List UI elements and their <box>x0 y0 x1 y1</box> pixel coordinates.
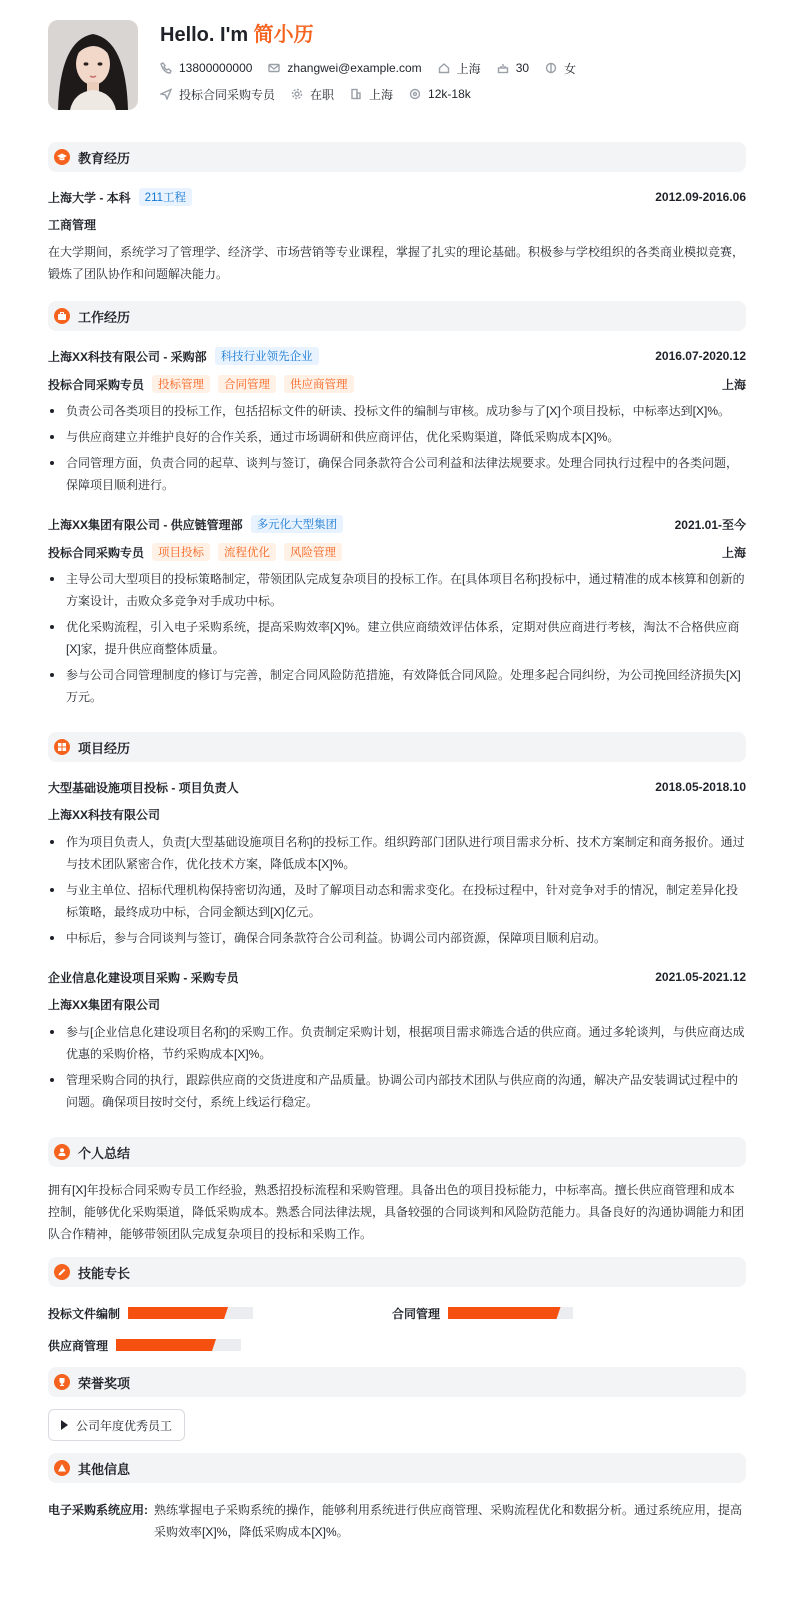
status-item <box>291 86 334 103</box>
project-row <box>48 967 746 987</box>
work-bullets <box>48 400 746 496</box>
building-icon <box>350 88 362 100</box>
salary-text: 12k-18k <box>428 87 471 101</box>
project-company: 上海XX科技有限公司 <box>48 808 161 822</box>
skill-bar <box>116 1339 241 1351</box>
list-item: 参与[企业信息化建设项目名称]的采购工作。负责制定采购计划，根据项目需求筛选合适的供应商。通过多轮谈判，与供应商达成优惠的采购价格，节约采购成本[X]%。 <box>48 1021 746 1065</box>
section-header-other <box>48 1453 746 1483</box>
project-entry <box>48 967 746 1113</box>
work-role-row <box>48 542 746 562</box>
work-role-row <box>48 374 746 394</box>
major: 工商管理 <box>48 218 97 232</box>
skill-tag: 供应商管理 <box>284 375 354 393</box>
send-icon <box>160 88 172 100</box>
education-entry <box>48 184 746 285</box>
list-item: 作为项目负责人，负责[大型基础设施项目名称]的投标工作。组织跨部门团队进行项目需求分析、技术方案制定和商务报价。通过与技术团队紧密合作，优化技术方案，降低成本[X]%。 <box>48 831 746 875</box>
list-item: 参与公司合同管理制度的修订与完善，制定合同风险防范措施，有效降低合同风险。处理多起合同纠纷，为公司挽回经济损失[X]万元。 <box>48 664 746 708</box>
skill-bar <box>128 1307 253 1319</box>
work-bullets <box>48 568 746 708</box>
section-header-work <box>48 301 746 331</box>
section-title: 工作经历 <box>78 309 131 325</box>
list-item: 与供应商建立并维护良好的合作关系，通过市场调研和供应商评估，优化采购渠道，降低采购成本[X]%。 <box>48 426 746 448</box>
header-info <box>160 20 592 116</box>
avatar <box>48 20 138 110</box>
section-title: 教育经历 <box>78 150 131 166</box>
school-name: 上海大学 - 本科 <box>48 190 131 205</box>
greeting-title <box>160 22 592 48</box>
target-city-item <box>350 86 393 103</box>
skill-tag: 流程优化 <box>218 543 276 561</box>
school-tag: 211工程 <box>139 188 192 206</box>
project-bullets <box>48 831 746 949</box>
play-icon <box>61 1420 68 1430</box>
education-row <box>48 187 746 207</box>
honor-label: 公司年度优秀员工 <box>76 1418 173 1433</box>
work-entry <box>48 343 746 496</box>
list-item: 主导公司大型项目的投标策略制定，带领团队完成复杂项目的投标工作。在[具体项目名称]投标中，通过精准的成本核算和创新的方案设计，击败众多竞争对手成功中标。 <box>48 568 746 612</box>
skill-item <box>392 1303 736 1323</box>
skill-fill <box>116 1339 216 1351</box>
briefcase-icon <box>54 308 70 324</box>
position-item <box>160 86 275 103</box>
resume-header <box>48 20 746 116</box>
role-name: 投标合同采购专员 <box>48 377 145 392</box>
section-header-skills <box>48 1257 746 1287</box>
home-icon <box>438 62 450 74</box>
phone-text: 13800000000 <box>179 61 253 75</box>
gender-text: 女 <box>564 61 577 76</box>
phone-icon <box>160 62 172 74</box>
section-title: 荣誉奖项 <box>78 1375 131 1391</box>
education-description: 在大学期间，系统学习了管理学、经济学、市场营销等专业课程，掌握了扎实的理论基础。积极参与学校组织的各类商业模拟竞赛，锻炼了团队协作和问题解决能力。 <box>48 245 745 281</box>
city-item <box>438 60 481 77</box>
section-title: 技能专长 <box>78 1265 131 1281</box>
honors-list <box>48 1409 746 1441</box>
age-text: 30 <box>515 61 530 75</box>
graduation-cap-icon <box>54 149 70 165</box>
job-intent-row <box>160 84 592 104</box>
list-item: 合同管理方面，负责合同的起草、谈判与签订，确保合同条款符合公司利益和法律法规要求。处理合同执行过程中的各类问题，保障项目顺利进行。 <box>48 452 746 496</box>
target-city-text: 上海 <box>369 87 394 102</box>
grid-icon <box>54 739 70 755</box>
other-info-label: 电子采购系统应用: <box>48 1503 148 1517</box>
company-tag: 科技行业领先企业 <box>215 347 319 365</box>
education-period: 2012.09-2016.06 <box>655 190 746 204</box>
skill-label: 合同管理 <box>392 1306 441 1321</box>
skill-label: 投标文件编制 <box>48 1306 121 1321</box>
work-location: 上海 <box>721 377 746 392</box>
status-text: 在职 <box>310 87 335 102</box>
project-entry <box>48 774 746 949</box>
company-name: 上海XX科技有限公司 - 采购部 <box>48 349 207 364</box>
skill-tag: 风险管理 <box>284 543 342 561</box>
list-item: 中标后，参与合同谈判与签订，确保合同条款符合公司利益。协调公司内部资源，保障项目顺利启动。 <box>48 927 746 949</box>
section-title: 个人总结 <box>78 1145 131 1161</box>
work-location: 上海 <box>721 545 746 560</box>
section-header-education <box>48 142 746 172</box>
city-text: 上海 <box>456 61 481 76</box>
skill-tag: 投标管理 <box>152 375 210 393</box>
honor-badge <box>48 1409 185 1441</box>
work-company-row <box>48 514 746 534</box>
trophy-icon <box>54 1374 70 1390</box>
candidate-name: 简小历 <box>253 24 314 46</box>
skill-label: 供应商管理 <box>48 1338 109 1353</box>
section-title: 其他信息 <box>78 1461 131 1477</box>
list-item: 与业主单位、招标代理机构保持密切沟通，及时了解项目动态和需求变化。在投标过程中，针对竞争对手的情况，制定差异化投标策略，最终成功中标，合同金额达到[X]亿元。 <box>48 879 746 923</box>
company-name: 上海XX集团有限公司 - 供应链管理部 <box>48 517 243 532</box>
work-period: 2021.01-至今 <box>674 517 746 532</box>
skill-tag: 项目投标 <box>152 543 210 561</box>
skill-fill <box>128 1307 228 1319</box>
work-entry <box>48 514 746 708</box>
role-name: 投标合同采购专员 <box>48 545 145 560</box>
list-item: 优化采购流程，引入电子采购系统，提高采购效率[X]%。建立供应商绩效评估体系，定期对供应商进行考核，淘汰不合格供应商[X]家，提升供应商整体质量。 <box>48 616 746 660</box>
info-icon <box>54 1460 70 1476</box>
company-tag: 多元化大型集团 <box>251 515 344 533</box>
skill-tag: 合同管理 <box>218 375 276 393</box>
other-info-row <box>48 1495 746 1543</box>
skill-item <box>48 1335 392 1355</box>
skill-item <box>48 1303 392 1323</box>
skill-bar <box>448 1307 573 1319</box>
salary-item <box>409 87 471 101</box>
phone-item <box>160 61 252 75</box>
other-info-text: 熟练掌握电子采购系统的操作，能够利用系统进行供应商管理、采购流程优化和数据分析。通过系统应用，提高采购效率[X]%，降低采购成本[X]%。 <box>154 1503 743 1539</box>
section-title: 项目经历 <box>78 740 131 756</box>
pen-icon <box>54 1264 70 1280</box>
mail-icon <box>268 62 280 74</box>
position-text: 投标合同采购专员 <box>179 87 276 102</box>
coin-icon <box>409 88 421 100</box>
gender-item <box>545 60 576 77</box>
project-period: 2021.05-2021.12 <box>655 970 746 984</box>
project-name: 大型基础设施项目投标 - 项目负责人 <box>48 780 239 795</box>
work-period: 2016.07-2020.12 <box>655 349 746 363</box>
list-item: 管理采购合同的执行，跟踪供应商的交货进度和产品质量。协调公司内部技术团队与供应商的沟通，解决产品安装调试过程中的问题。确保项目按时交付，系统上线运行稳定。 <box>48 1069 746 1113</box>
email-item <box>268 61 421 75</box>
list-item: 负责公司各类项目的投标工作，包括招标文件的研读、投标文件的编制与审核。成功参与了[X]个项目投标，中标率达到[X]%。 <box>48 400 746 422</box>
user-icon <box>54 1144 70 1160</box>
section-header-summary <box>48 1137 746 1167</box>
project-company: 上海XX集团有限公司 <box>48 998 161 1012</box>
section-header-honors <box>48 1367 746 1397</box>
cake-icon <box>497 62 509 74</box>
email-text: zhangwei@example.com <box>287 61 422 75</box>
gender-icon <box>545 62 557 74</box>
skill-fill <box>448 1307 561 1319</box>
gear-icon <box>291 88 303 100</box>
project-bullets <box>48 1021 746 1113</box>
project-period: 2018.05-2018.10 <box>655 780 746 794</box>
skills-list <box>48 1299 746 1367</box>
work-company-row <box>48 346 746 366</box>
summary-text: 拥有[X]年投标合同采购专员工作经验，熟悉招投标流程和采购管理。具备出色的项目投标能力，中标率高。擅长供应商管理和成本控制，能够优化采购渠道，降低采购成本。熟悉合同法律法规，具备较强的合同谈判和风险防范能力。具备良好的沟通协调能力和团队合作精神，能够带领团队完成复杂项目的投标和采购工作。 <box>48 1183 745 1241</box>
project-name: 企业信息化建设项目采购 - 采购专员 <box>48 970 239 985</box>
section-header-projects <box>48 732 746 762</box>
greeting-text: Hello. I'm <box>160 24 254 46</box>
age-item <box>497 61 529 75</box>
contact-row <box>160 58 592 78</box>
project-row <box>48 777 746 797</box>
